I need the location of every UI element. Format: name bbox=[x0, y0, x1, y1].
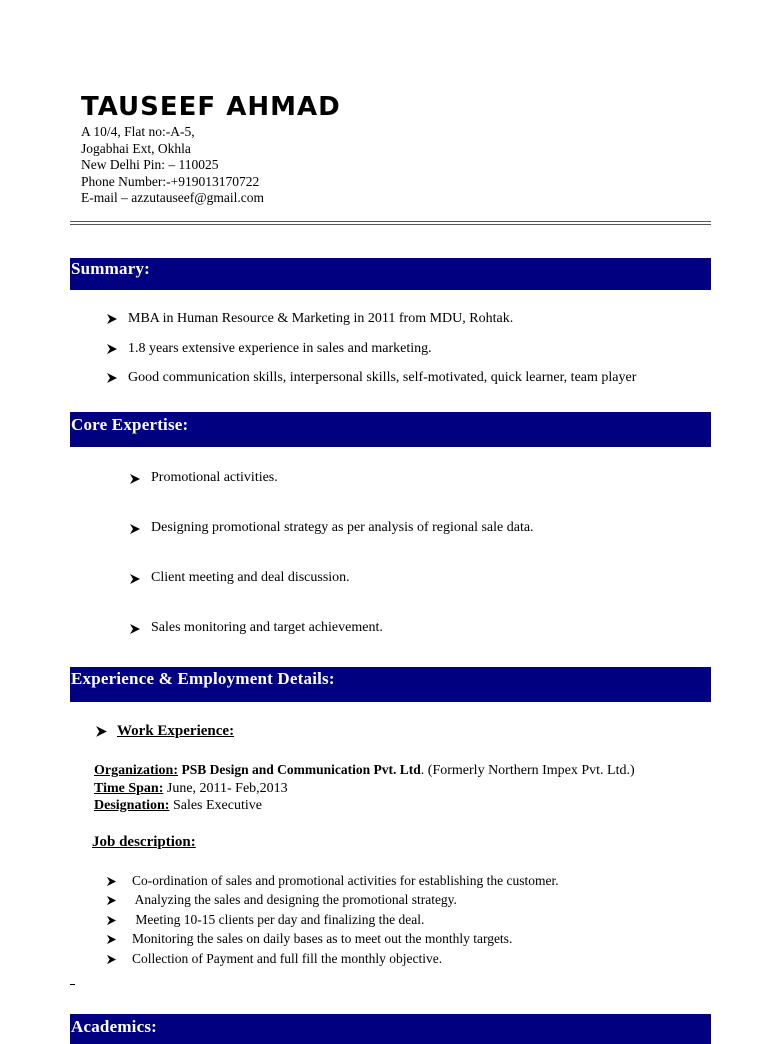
arrow-bullet-icon bbox=[129, 522, 141, 540]
work-details bbox=[94, 761, 635, 815]
organization-row bbox=[94, 761, 635, 780]
summary-item: MBA in Human Resource & Marketing in 2011 from MDU, Rohtak. bbox=[128, 311, 514, 326]
arrow-bullet-icon bbox=[106, 371, 118, 389]
arrow-bullet-icon bbox=[106, 932, 117, 950]
arrow-bullet-icon bbox=[129, 472, 141, 490]
organization-name: PSB Design and Communication Pvt. Ltd bbox=[181, 762, 421, 777]
arrow-bullet-icon bbox=[106, 913, 117, 931]
divider-rule-top bbox=[70, 221, 711, 222]
job-description-item: Collection of Payment and full fill the monthly objective. bbox=[132, 951, 443, 966]
job-description-item: Analyzing the sales and designing the promotional strategy. bbox=[132, 892, 457, 907]
arrow-bullet-icon bbox=[95, 725, 108, 743]
address-line-2: Jogabhai Ext, Okhla bbox=[81, 140, 191, 156]
divider-rule-bottom bbox=[70, 224, 711, 225]
address-line-1: A 10/4, Flat no:-A-5, bbox=[81, 124, 195, 139]
core-expertise-item: Client meeting and deal discussion. bbox=[151, 570, 350, 585]
job-description-item: Meeting 10-15 clients per day and finalizing the deal. bbox=[132, 912, 425, 927]
core-expertise-item: Designing promotional strategy as per analysis of regional sale data. bbox=[151, 520, 534, 535]
arrow-bullet-icon bbox=[106, 952, 117, 970]
core-expertise-heading: Core Expertise: bbox=[70, 412, 711, 447]
academics-heading: Academics: bbox=[70, 1014, 711, 1044]
work-experience-heading: Work Experience: bbox=[117, 723, 235, 739]
summary-item: 1.8 years extensive experience in sales and marketing. bbox=[128, 341, 432, 356]
contact-block bbox=[81, 124, 264, 207]
experience-heading: Experience & Employment Details: bbox=[70, 667, 711, 702]
summary-heading: Summary: bbox=[70, 258, 711, 290]
email-line: E-mail – azzutauseef@gmail.com bbox=[81, 190, 264, 205]
arrow-bullet-icon bbox=[129, 572, 141, 590]
arrow-bullet-icon bbox=[106, 893, 117, 911]
arrow-bullet-icon bbox=[106, 342, 118, 360]
job-description-heading: Job description: bbox=[92, 834, 196, 850]
core-expertise-item: Promotional activities. bbox=[151, 470, 278, 485]
stray-mark bbox=[70, 984, 75, 985]
phone-line: Phone Number:-+919013170722 bbox=[81, 173, 260, 189]
core-expertise-item: Sales monitoring and target achievement. bbox=[151, 620, 383, 635]
candidate-name: TAUSEEF AHMAD bbox=[81, 92, 341, 122]
designation-row bbox=[94, 797, 635, 815]
arrow-bullet-icon bbox=[129, 622, 141, 640]
designation-label: Designation: bbox=[94, 798, 170, 813]
time-span-label: Time Span: bbox=[94, 780, 164, 796]
time-span-row bbox=[94, 780, 635, 798]
address-line-3: New Delhi Pin: – 110025 bbox=[81, 157, 219, 172]
job-description-item: Co-ordination of sales and promotional activities for establishing the customer. bbox=[132, 873, 559, 888]
time-span-value: June, 2011- Feb,2013 bbox=[163, 780, 288, 796]
designation-value: Sales Executive bbox=[169, 798, 262, 813]
arrow-bullet-icon bbox=[106, 874, 117, 892]
job-description-item: Monitoring the sales on daily bases as to meet out the monthly targets. bbox=[132, 931, 513, 946]
summary-item: Good communication skills, interpersonal skills, self-motivated, quick learner, team player bbox=[128, 370, 637, 385]
organization-label: Organization: bbox=[94, 763, 178, 778]
organization-former-name: . (Formerly Northern Impex Pvt. Ltd.) bbox=[420, 763, 635, 778]
arrow-bullet-icon bbox=[106, 312, 118, 330]
